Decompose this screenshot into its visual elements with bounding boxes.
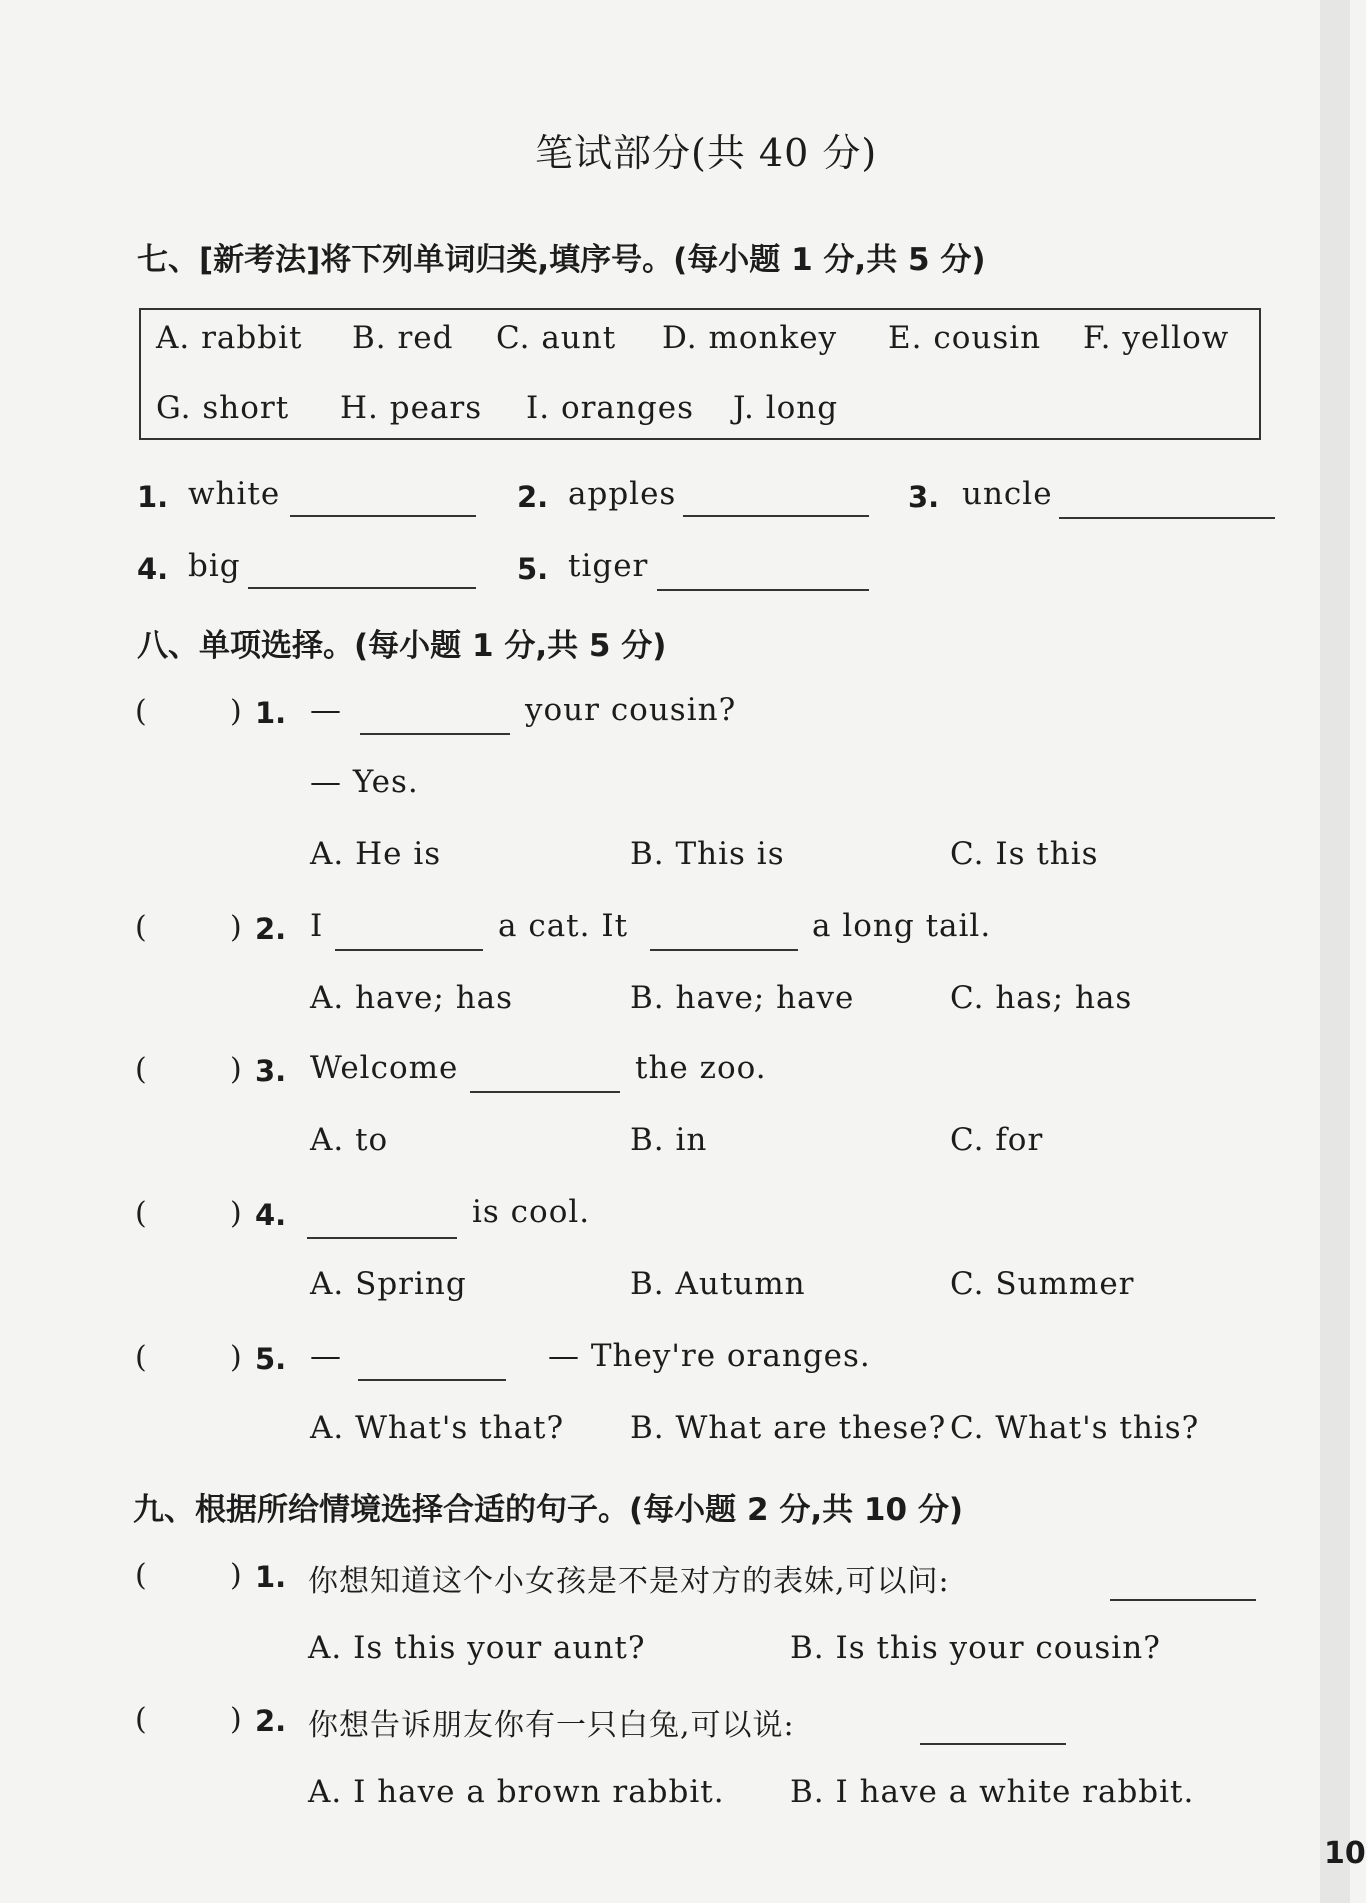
item-7-3-word: uncle xyxy=(962,476,1053,512)
item-7-4-word: big xyxy=(188,548,241,584)
word-j: J. long xyxy=(733,390,839,426)
q9-2-text: 你想告诉朋友你有一只白兔,可以说: xyxy=(308,1708,795,1743)
answer-paren-close: ) xyxy=(230,910,242,945)
answer-paren-open: ( xyxy=(135,694,147,729)
q8-3-end: the zoo. xyxy=(635,1050,767,1086)
item-7-1-number: 1. xyxy=(137,480,169,514)
q8-5-number: 5. xyxy=(255,1342,287,1376)
q8-4-option-c[interactable]: C. Summer xyxy=(950,1266,1135,1302)
q8-1-option-a[interactable]: A. He is xyxy=(310,836,442,872)
answer-paren-close: ) xyxy=(230,1196,242,1231)
q9-1-option-a[interactable]: A. Is this your aunt? xyxy=(308,1630,646,1666)
q8-1-option-b[interactable]: B. This is xyxy=(630,836,785,872)
answer-paren-close: ) xyxy=(230,1340,242,1375)
q9-1-text: 你想知道这个小女孩是不是对方的表妹,可以问: xyxy=(308,1564,950,1599)
answer-paren-open: ( xyxy=(135,1052,147,1087)
q8-3-option-c[interactable]: C. for xyxy=(950,1122,1044,1158)
q9-2-option-b[interactable]: B. I have a white rabbit. xyxy=(790,1774,1195,1810)
q8-3-blank[interactable] xyxy=(470,1090,620,1093)
q8-2-middle: a cat. It xyxy=(498,908,629,944)
word-g: G. short xyxy=(156,390,290,426)
q8-5-option-b[interactable]: B. What are these? xyxy=(630,1410,947,1446)
q8-4-number: 4. xyxy=(255,1198,287,1232)
q8-2-blank-2[interactable] xyxy=(650,948,798,951)
q8-1-dash: — xyxy=(310,692,342,728)
q9-1-option-b[interactable]: B. Is this your cousin? xyxy=(790,1630,1161,1666)
answer-paren-open: ( xyxy=(135,1196,147,1231)
q8-2-number: 2. xyxy=(255,912,287,946)
word-i: I. oranges xyxy=(526,390,694,426)
item-7-1-blank[interactable] xyxy=(290,514,476,517)
q8-5-dash: — xyxy=(310,1338,342,1374)
section-9-heading: 九、根据所给情境选择合适的句子。(每小题 2 分,共 10 分) xyxy=(133,1492,963,1528)
answer-slot-8-1[interactable] xyxy=(160,728,230,729)
page-number: 10 xyxy=(1324,1836,1366,1871)
item-7-2-blank[interactable] xyxy=(683,514,869,517)
item-7-1-word: white xyxy=(188,476,281,512)
item-7-5-blank[interactable] xyxy=(657,588,869,591)
q9-1-number: 1. xyxy=(255,1560,287,1594)
page-edge xyxy=(1320,0,1366,1903)
q9-2-blank[interactable] xyxy=(920,1742,1066,1745)
page-title: 笔试部分(共 40 分) xyxy=(535,131,878,175)
q8-5-blank[interactable] xyxy=(358,1378,506,1381)
word-d: D. monkey xyxy=(662,320,838,356)
q9-2-number: 2. xyxy=(255,1704,287,1738)
section-7-heading: 七、[新考法]将下列单词归类,填序号。(每小题 1 分,共 5 分) xyxy=(137,242,986,278)
q8-4-option-b[interactable]: B. Autumn xyxy=(630,1266,806,1302)
q8-4-end: is cool. xyxy=(472,1194,591,1230)
q8-4-blank[interactable] xyxy=(307,1236,457,1239)
word-c: C. aunt xyxy=(496,320,617,356)
item-7-5-number: 5. xyxy=(517,552,549,586)
q8-3-option-b[interactable]: B. in xyxy=(630,1122,708,1158)
q8-3-number: 3. xyxy=(255,1054,287,1088)
word-f: F. yellow xyxy=(1083,320,1230,356)
q8-1-text: your cousin? xyxy=(525,692,737,728)
item-7-3-number: 3. xyxy=(908,480,940,514)
q8-2-option-a[interactable]: A. have; has xyxy=(310,980,514,1016)
answer-paren-close: ) xyxy=(230,1052,242,1087)
q9-1-blank[interactable] xyxy=(1110,1598,1256,1601)
q8-2-blank-1[interactable] xyxy=(335,948,483,951)
q8-3-start: Welcome xyxy=(310,1050,459,1086)
word-e: E. cousin xyxy=(888,320,1042,356)
answer-paren-open: ( xyxy=(135,1340,147,1375)
q8-2-option-b[interactable]: B. have; have xyxy=(630,980,855,1016)
q8-3-option-a[interactable]: A. to xyxy=(310,1122,389,1158)
answer-paren-open: ( xyxy=(135,910,147,945)
q8-1-number: 1. xyxy=(255,696,287,730)
word-a: A. rabbit xyxy=(156,320,303,356)
item-7-5-word: tiger xyxy=(568,548,649,584)
answer-paren-open: ( xyxy=(135,1702,147,1737)
answer-paren-open: ( xyxy=(135,1558,147,1593)
word-b: B. red xyxy=(352,320,454,356)
word-h: H. pears xyxy=(340,390,483,426)
answer-paren-close: ) xyxy=(230,1558,242,1593)
q8-5-option-c[interactable]: C. What's this? xyxy=(950,1410,1200,1446)
item-7-4-blank[interactable] xyxy=(248,586,476,589)
answer-paren-close: ) xyxy=(230,1702,242,1737)
item-7-2-word: apples xyxy=(568,476,677,512)
q8-1-option-c[interactable]: C. Is this xyxy=(950,836,1099,872)
q8-5-option-a[interactable]: A. What's that? xyxy=(310,1410,565,1446)
q8-2-option-c[interactable]: C. has; has xyxy=(950,980,1133,1016)
q8-5-reply: — They're oranges. xyxy=(548,1338,871,1374)
item-7-4-number: 4. xyxy=(137,552,169,586)
q8-4-option-a[interactable]: A. Spring xyxy=(310,1266,467,1302)
q8-1-blank[interactable] xyxy=(360,732,510,735)
item-7-2-number: 2. xyxy=(517,480,549,514)
q8-2-end: a long tail. xyxy=(812,908,992,944)
q8-1-reply: — Yes. xyxy=(310,764,419,800)
answer-paren-close: ) xyxy=(230,694,242,729)
item-7-3-blank[interactable] xyxy=(1059,516,1275,519)
q8-2-subject: I xyxy=(310,908,324,944)
section-8-heading: 八、单项选择。(每小题 1 分,共 5 分) xyxy=(137,628,667,664)
q9-2-option-a[interactable]: A. I have a brown rabbit. xyxy=(308,1774,725,1810)
